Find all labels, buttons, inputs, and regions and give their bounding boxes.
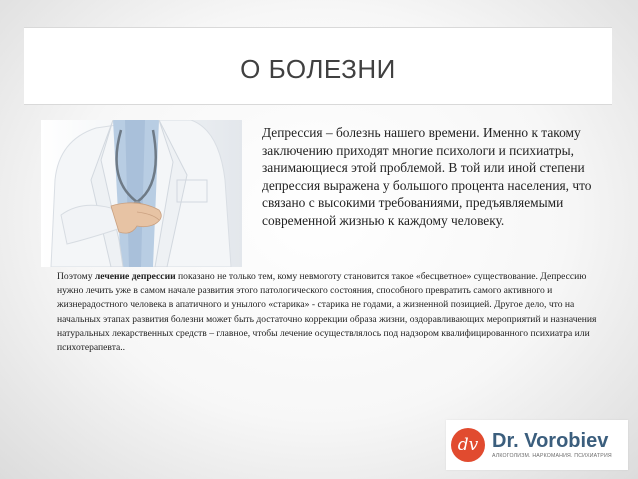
doctor-illustration [41,120,242,267]
logo-monogram-icon: dv [451,428,485,462]
body-paragraph [57,270,605,355]
doctor-photo [41,120,242,267]
slide-title: О БОЛЕЗНИ [240,53,396,84]
brand-logo [446,420,628,470]
logo-text [492,431,612,460]
intro-paragraph: Депрессия – болезнь нашего времени. Именно к такому заключению приходят многие психологи и психиатры, занимающиеся этой проблемой. В той или иной степени депрессия выражена у большого процента населения, что связано с высокими требованиями, предъявляемыми современной жизнью к каждому человеку. [262,125,592,228]
body-prefix: Поэтому [57,271,95,282]
logo-name: Dr. Vorobiev [492,429,609,452]
body-bold-link: лечение депрессии [94,271,176,282]
logo-tagline: АЛКОГОЛИЗМ. НАРКОМАНИЯ. ПСИХИАТРИЯ [492,452,612,459]
title-bar [24,27,612,105]
body-rest: показано не только тем, кому невмоготу становится такое «бесцветное» существование. Депрессию нужно лечить уже в самом начале развития этого патологического состояния, способного превратить самого активного и жизнерадостного человека в апатичного и унылого «старика» - старика не годами, а жизненной позицией. Другое дело, что на начальных этапах развития болезни может быть достаточно коррекции образа жизни, оздоравливающих мероприятий и назначения натуральных лекарственных средств – главное, чтобы лечение осуществлялось под надзором квалифицированного психиатра или психотерапевта.. [57,271,597,354]
